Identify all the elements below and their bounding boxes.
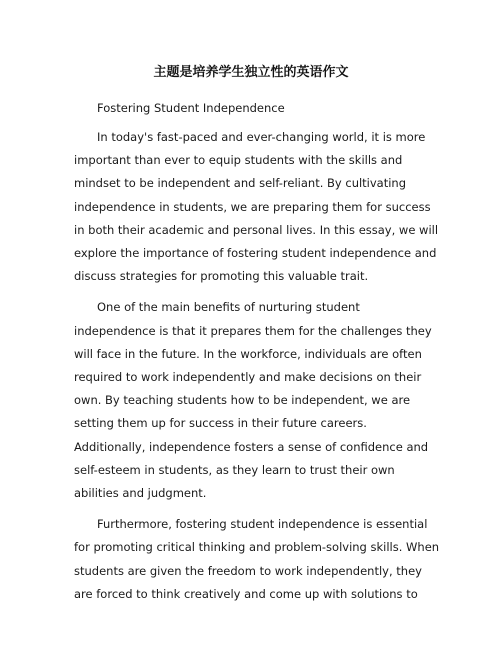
paragraph-1: In today's fast-paced and ever-changing world, it is more important than ever to equip students with the skills and mindset to be independent and self-reliant. By cultivating independence in students, we are preparing them for success in both their academic and personal lives. In this essay, we will explore the importance of fostering student independence and discuss strategies for promoting this valuable trait. [74,130,439,284]
document-title: 主题是培养学生独立性的英语作文 [153,65,349,80]
paragraph-2: One of the main benefits of nurturing student independence is that it prepares them for the challenges they will face in the future. In the workforce, individuals are often required to work independently and make decisions on their own. By teaching students how to be independent, we are setting them up for success in their future careers. Additionally, independence fosters a sense of confidence and self-esteem in students, as they learn to trust their own abilities and judgment. [74,300,432,501]
paragraph-3: Furthermore, fostering student independence is essential for promoting critical thinking and problem-solving skills. When students are given the freedom to work independently, they are forced to think creatively and come up with solutions to [74,517,440,601]
document-body [74,97,440,614]
essay-subtitle: Fostering Student Independence [97,101,285,115]
